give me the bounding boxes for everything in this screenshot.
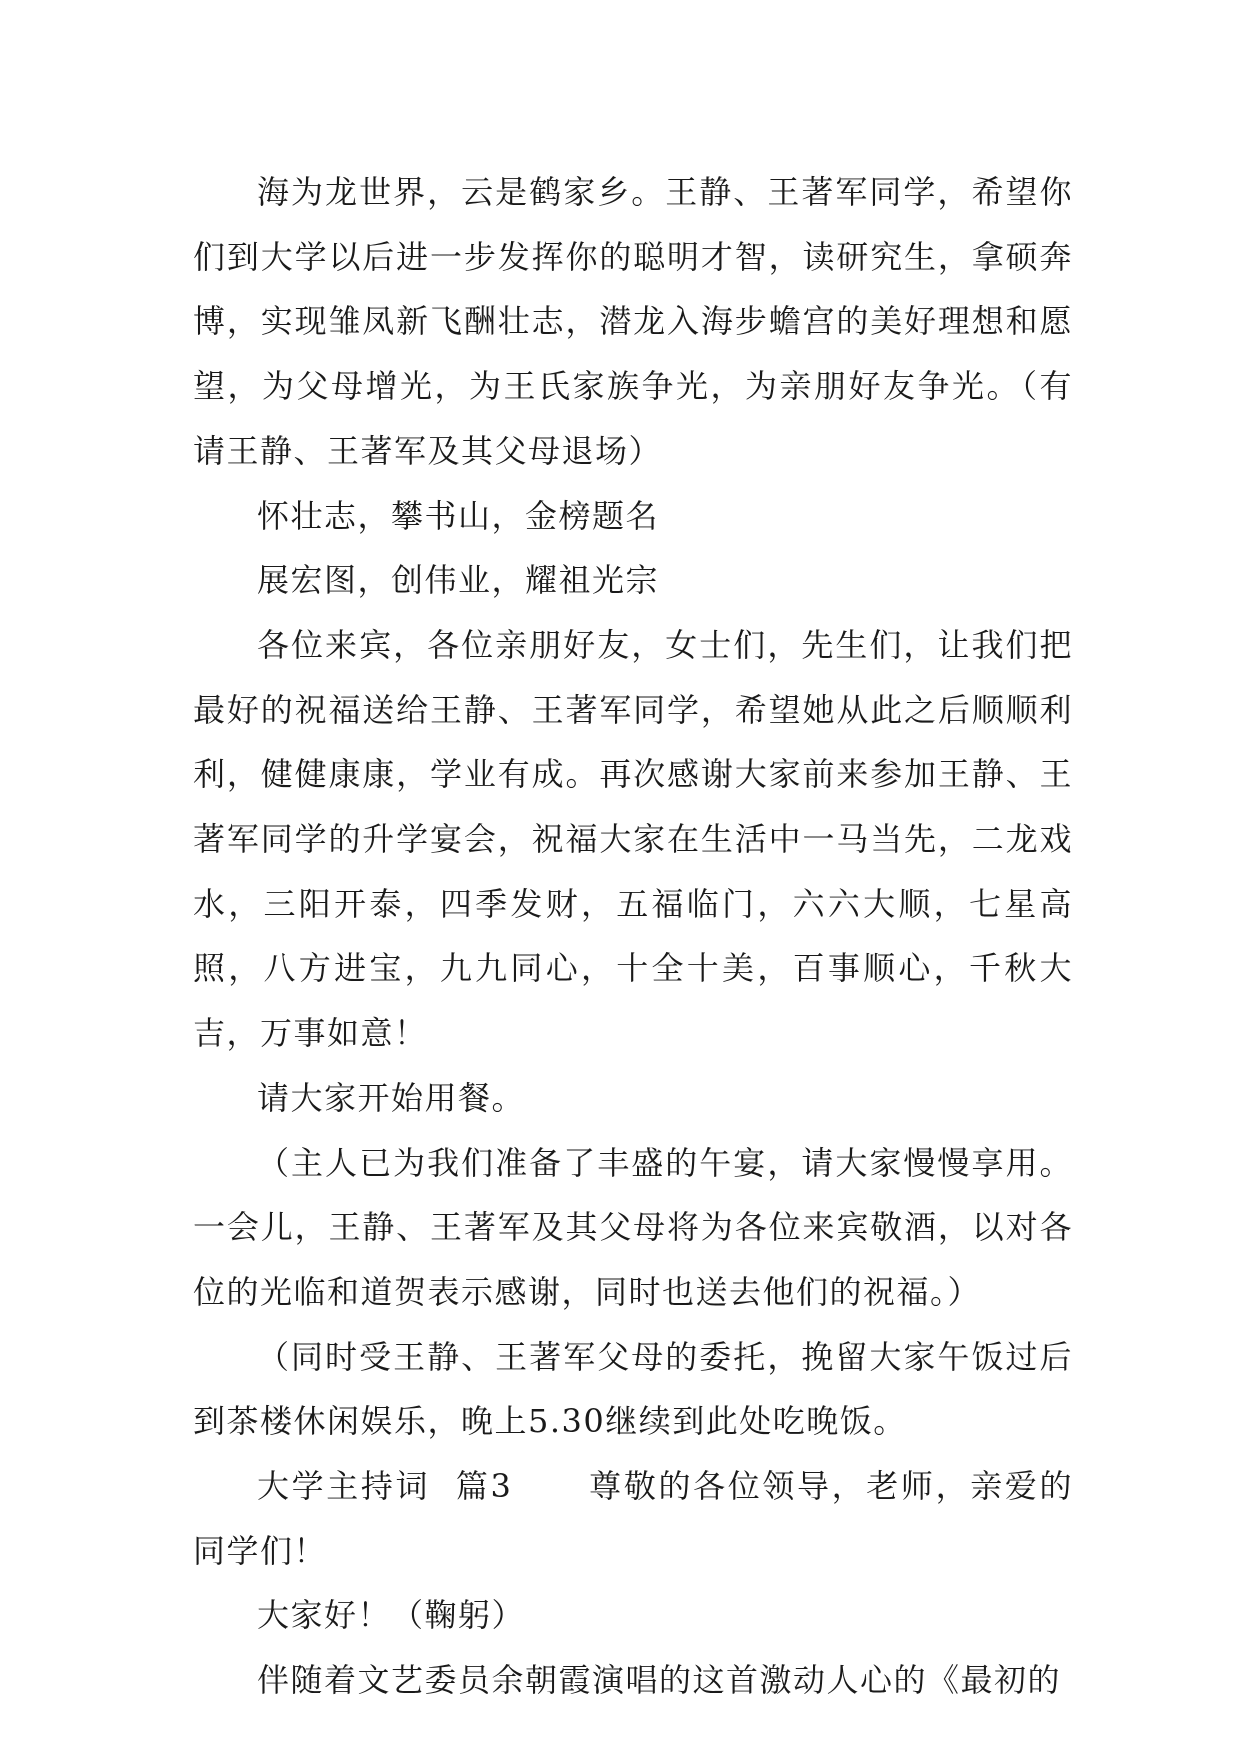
paragraph-couplet-line-1: 怀壮志，攀书山，金榜题名 bbox=[257, 496, 660, 535]
paragraph-performance-intro: 伴随着文艺委员余朝霞演唱的这首激动人心的《最初的 bbox=[257, 1661, 1062, 1700]
paragraph-toast-note: （主人已为我们准备了丰盛的午宴，请大家慢慢享用。一会儿，王静、王著军及其父母将为各位来宾敬酒，以对各位的光临和道贺表示感谢，同时也送去他们的祝福。） bbox=[193, 1143, 1073, 1311]
paragraph-start-meal: 请大家开始用餐。 bbox=[257, 1078, 526, 1117]
paragraph-blessings: 各位来宾，各位亲朋好友，女士们，先生们，让我们把最好的祝福送给王静、王著军同学，希望她从此之后顺顺利利，健健康康，学业有成。再次感谢大家前来参加王静、王著军同学的升学宴会，祝福大家在生活中一马当先，二龙戏水，三阳开泰，四季发财，五福临门，六六大顺，七星高照，八方进宝，九九同心，十全十美，百事顺心，千秋大吉，万事如意！ bbox=[193, 625, 1073, 1053]
paragraph-evening-note: （同时受王静、王著军父母的委托，挽留大家午饭过后到茶楼休闲娱乐，晚上5.30继续到此处吃晚饭。 bbox=[193, 1337, 1073, 1441]
paragraph-greeting: 大家好！（鞠躬） bbox=[257, 1596, 526, 1635]
paragraph-section-heading: 大学主持词 篇3 尊敬的各位领导，老师，亲爱的同学们！ bbox=[193, 1467, 1073, 1570]
document-body bbox=[193, 160, 1073, 1713]
paragraph-closing-wishes: 海为龙世界，云是鹤家乡。王静、王著军同学，希望你们到大学以后进一步发挥你的聪明才智，读研究生，拿硕奔博，实现雏凤新飞酬壮志，潜龙入海步蟾宫的美好理想和愿望，为父母增光，为王氏家族争光，为亲朋好友争光。（有请王静、王著军及其父母退场） bbox=[193, 173, 1073, 470]
paragraph-couplet-line-2: 展宏图，创伟业，耀祖光宗 bbox=[257, 561, 660, 600]
